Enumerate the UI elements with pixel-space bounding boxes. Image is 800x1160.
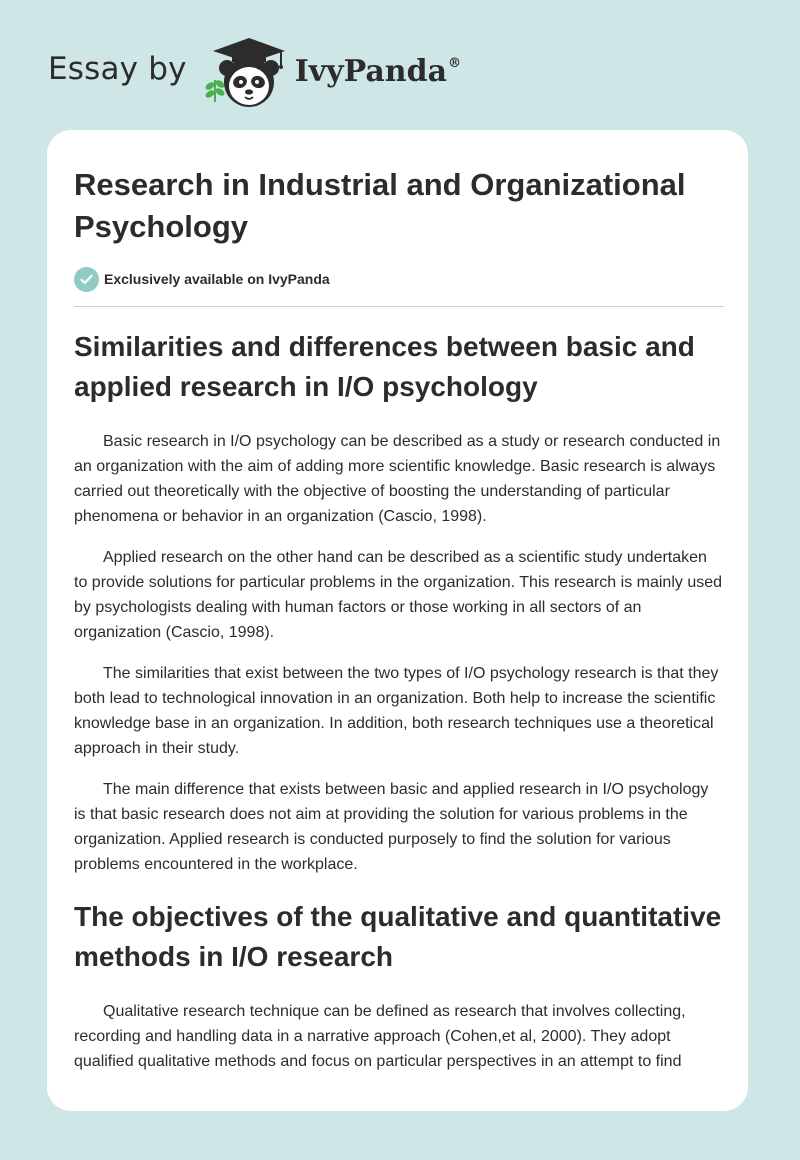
- paragraph: Basic research in I/O psychology can be described as a study or research conducted in an organization with the aim of adding more scientific knowledge. Basic research is always carried out theoretically with the objective of boosting the understanding of particular phenomena or behavior in an organization (Cascio, 1998).: [74, 433, 721, 525]
- section-objectives-body: [74, 999, 724, 1074]
- title-divider: [74, 306, 724, 307]
- site-header: [48, 30, 461, 110]
- section-heading-objectives: The objectives of the qualitative and quantitative methods in I/O research: [74, 901, 722, 972]
- brand-name[interactable]: [295, 54, 461, 89]
- article-body: [74, 164, 724, 1090]
- paragraph: The similarities that exist between the two types of I/O psychology research is that they both lead to technological innovation in an organization. Both help to increase the scientific knowledge base in an organization. In addition, both research techniques use a theoretical approach in their study.: [74, 665, 719, 757]
- essay-by-label: Essay by: [48, 51, 187, 87]
- article-card: [47, 130, 748, 1111]
- check-circle-icon: [74, 267, 99, 292]
- registered-mark: ®: [448, 55, 462, 71]
- exclusive-badge: [74, 265, 724, 293]
- section-similarities-body: [74, 429, 724, 877]
- paragraph: The main difference that exists between basic and applied research in I/O psychology is that basic research does not aim at providing the solution for various problems in the organization. Applied research is conducted purposely to find the solution for various problems encountered in the workplace.: [74, 781, 709, 873]
- paragraph: Qualitative research technique can be defined as research that involves collecting, recording and handling data in a narrative approach (Cohen,et al, 2000). They adopt qualified qualitative methods and focus on particular perspectives in an attempt to find: [74, 1003, 686, 1070]
- brand-label: IvyPanda: [294, 53, 448, 89]
- section-heading-similarities: Similarities and differences between basic and applied research in I/O psychology: [74, 331, 695, 402]
- article-title: Research in Industrial and Organizational Psychology: [74, 167, 686, 244]
- exclusive-label: Exclusively available on IvyPanda: [104, 271, 330, 287]
- panda-graduate-logo-icon[interactable]: [201, 30, 293, 110]
- paragraph: Applied research on the other hand can be described as a scientific study undertaken to provide solutions for particular problems in the organization. This research is mainly used by psychologists dealing with human factors or those working in all sectors of an organization (Cascio, 1998).: [74, 549, 723, 641]
